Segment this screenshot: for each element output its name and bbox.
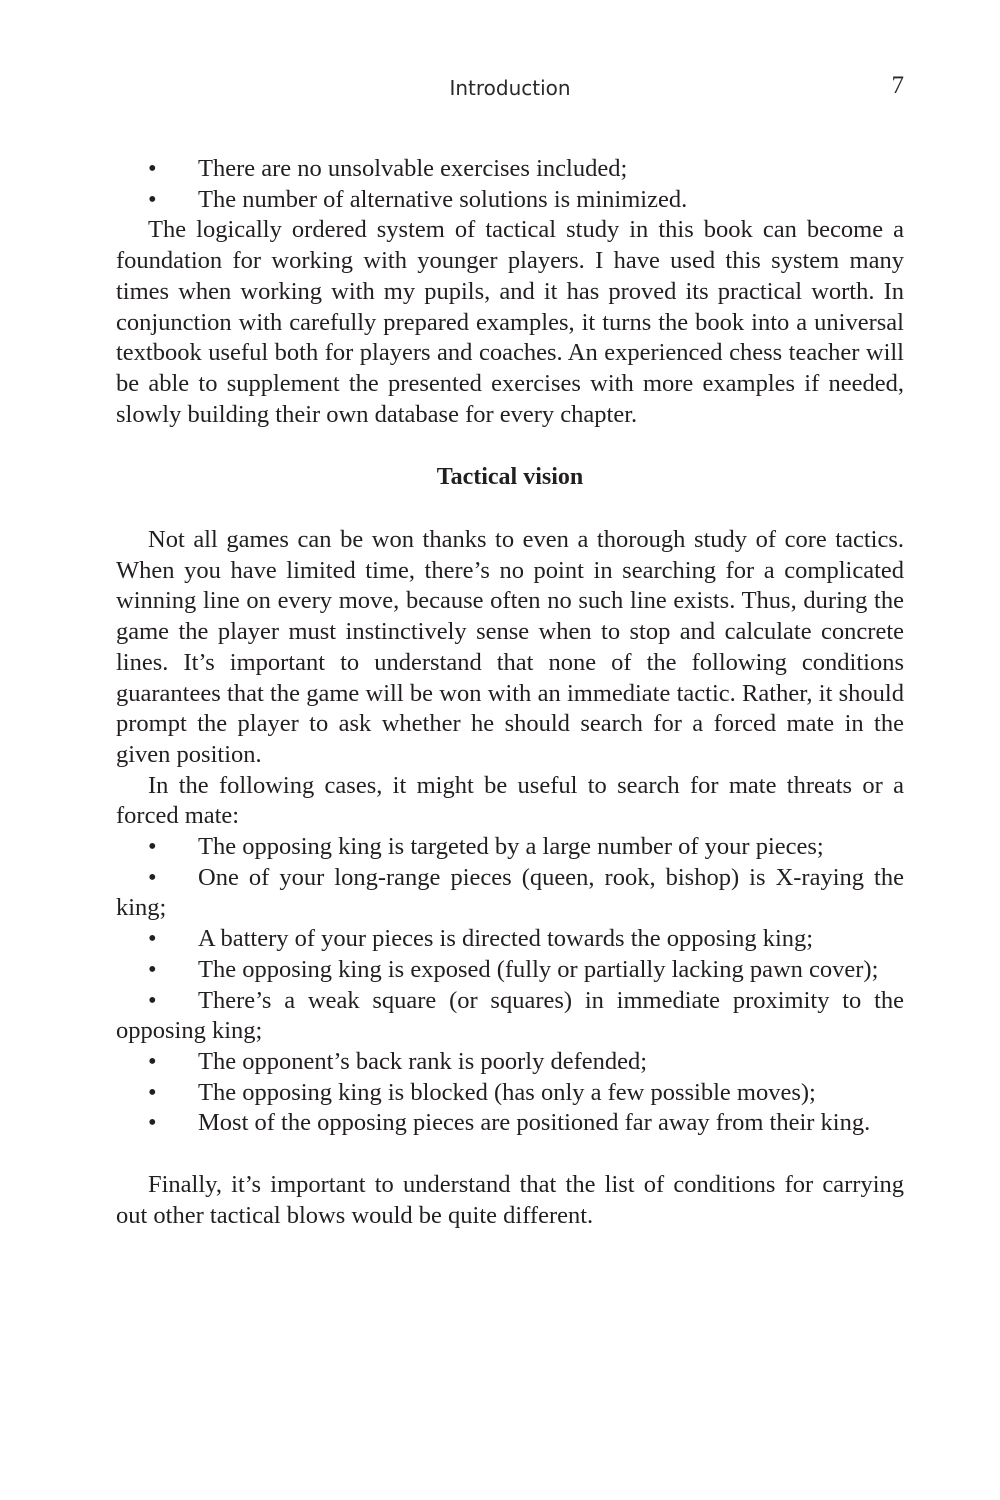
- list-item-text: There are no unsolvable exercises included;: [198, 155, 628, 182]
- list-item: [116, 185, 904, 216]
- bullet-icon: •: [148, 1109, 157, 1137]
- list-item-text: Most of the opposing pieces are positioned far away from their king.: [198, 1109, 871, 1137]
- list-item-text: The opponent’s back rank is poorly defended;: [198, 1047, 648, 1075]
- bullet-icon: •: [148, 925, 157, 953]
- bullet-icon: •: [148, 955, 157, 983]
- running-header-title: Introduction: [449, 76, 571, 100]
- list-item: [116, 1108, 904, 1139]
- bullet-icon: •: [148, 1047, 157, 1075]
- list-item: [116, 924, 904, 955]
- bullet-icon: •: [148, 833, 157, 861]
- bullet-icon: •: [148, 986, 157, 1014]
- list-item-text: The opposing king is targeted by a large number of your pieces;: [198, 833, 824, 861]
- list-item-text: One of your long-range pieces (queen, rook, bishop) is X-raying the king;: [116, 863, 904, 922]
- closing-paragraph: Finally, it’s important to understand that the list of conditions for carrying out other tactical blows would be quite different.: [116, 1171, 904, 1229]
- list-item: [116, 832, 904, 863]
- list-item: [116, 863, 904, 924]
- list-item: [116, 1047, 904, 1078]
- list-item-text: The opposing king is blocked (has only a few possible moves);: [198, 1078, 816, 1106]
- list-item: [116, 154, 904, 185]
- list-item-text: The number of alternative solutions is minimized.: [198, 185, 688, 213]
- list-item: [116, 1078, 904, 1109]
- list-item: [116, 986, 904, 1047]
- intro-paragraph: The logically ordered system of tactical study in this book can become a foundation for working with younger players. I have used this system many times when working with my pupils, and it has proved its practical worth. In conjunction with carefully prepared examples, it turns the book into a universal textbook useful both for players and coaches. An experienced chess teacher will be able to supplement the presented exercises with more examples if needed, slowly building their own database for every chapter.: [116, 216, 904, 428]
- section-paragraph: Not all games can be won thanks to even a thorough study of core tactics. When you have limited time, there’s no point in searching for a complicated winning line on every move, because often no such line exists. Thus, during the game the player must instinctively sense when to stop and calculate concrete lines. It’s important to understand that none of the following conditions guarantees that the game will be won with an immediate tactic. Rather, it should prompt the player to ask whether he should search for a forced mate in the given position.: [116, 526, 904, 768]
- page-number: 7: [891, 72, 904, 99]
- paragraph-spacer: [116, 1139, 904, 1170]
- bullet-icon: •: [148, 185, 157, 213]
- bullet-icon: •: [148, 155, 157, 182]
- section-paragraph: In the following cases, it might be useful to search for mate threats or a forced mate:: [116, 771, 904, 830]
- list-item-text: There’s a weak square (or squares) in immediate proximity to the opposing king;: [116, 986, 904, 1045]
- list-item: [116, 955, 904, 986]
- bullet-icon: •: [148, 863, 157, 891]
- section-heading: Tactical vision: [436, 464, 584, 491]
- page-body: [116, 154, 904, 1232]
- list-item-text: The opposing king is exposed (fully or partially lacking pawn cover);: [198, 955, 879, 983]
- list-item-text: A battery of your pieces is directed towards the opposing king;: [198, 925, 814, 953]
- bullet-icon: •: [148, 1078, 157, 1106]
